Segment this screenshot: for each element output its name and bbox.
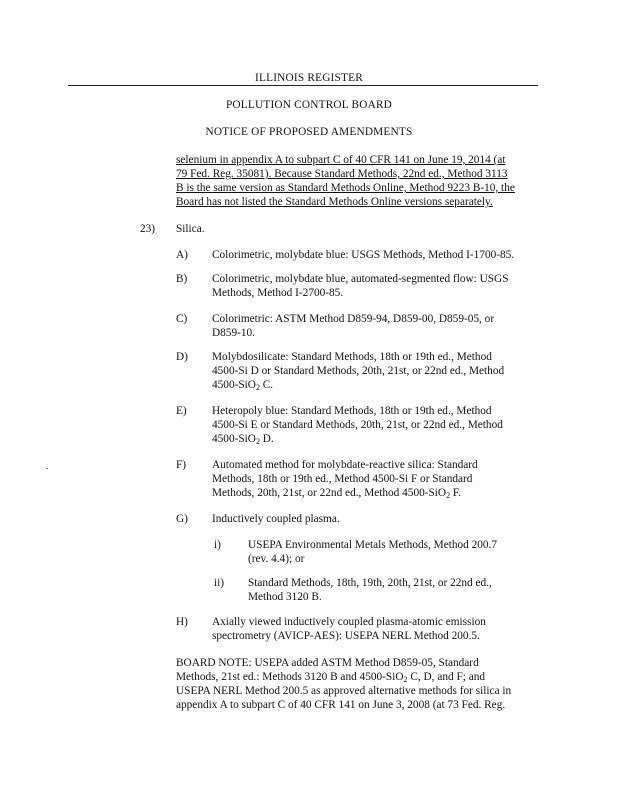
method-text: D859-10. bbox=[212, 327, 255, 339]
notice-title: NOTICE OF PROPOSED AMENDMENTS bbox=[205, 126, 413, 138]
method-label: F) bbox=[176, 459, 187, 471]
method-text: 4500-SiO$_2$ C. bbox=[212, 379, 274, 392]
board-note-line: BOARD NOTE: USEPA added ASTM Method D859-05, Standard bbox=[176, 657, 479, 669]
board-note-line: appendix A to subpart C of 40 CFR 141 on June 3, 2008 (at 73 Fed. Reg. bbox=[176, 699, 506, 711]
intro-line: Board has not listed the Standard Methods Online versions separately. bbox=[176, 196, 493, 208]
method-text: Molybdosilicate: Standard Methods, 18th or 19th ed., Method bbox=[212, 351, 492, 363]
sub-method-label: i) bbox=[214, 539, 221, 551]
method-label: E) bbox=[176, 405, 187, 417]
intro-line: 79 Fed. Reg. 35081). Because Standard Methods, 22nd ed., Method 3113 bbox=[176, 168, 508, 180]
sub-method-text: USEPA Environmental Metals Methods, Method 200.7 bbox=[248, 539, 498, 551]
method-text: Colorimetric: ASTM Method D859-94, D859-00, D859-05, or bbox=[212, 313, 495, 325]
board-note-line: Methods, 21st ed.: Methods 3120 B and 4500-SiO$_2$ C, D, and F; and bbox=[176, 671, 486, 684]
method-text: 4500-Si D or Standard Methods, 20th, 21st, or 22nd ed., Method bbox=[212, 365, 505, 377]
method-label: C) bbox=[176, 313, 188, 325]
intro-line: B is the same version as Standard Methods Online, Method 9223 B-10, the bbox=[176, 182, 515, 194]
method-text: Colorimetric, molybdate blue, automated-segmented flow: USGS bbox=[212, 273, 509, 285]
method-text: Colorimetric, molybdate blue: USGS Methods, Method I-1700-85. bbox=[212, 249, 515, 261]
method-text: Methods, Method I-2700-85. bbox=[212, 287, 344, 299]
method-text: Heteropoly blue: Standard Methods, 18th or 19th ed., Method bbox=[212, 405, 492, 417]
item-number: 23) bbox=[140, 223, 156, 235]
method-text: Methods, 18th or 19th ed., Method 4500-Si F or Standard bbox=[212, 473, 473, 485]
method-label: A) bbox=[176, 249, 188, 261]
method-label: H) bbox=[176, 616, 188, 628]
method-text: Methods, 20th, 21st, or 22nd ed., Method 4500-SiO$_2$ F. bbox=[212, 487, 462, 500]
method-text: 4500-SiO$_2$ D. bbox=[212, 433, 274, 446]
item-title: Silica. bbox=[176, 223, 205, 235]
method-text: Axially viewed inductively coupled plasma-atomic emission bbox=[212, 616, 486, 628]
board-title: POLLUTION CONTROL BOARD bbox=[225, 99, 393, 111]
sub-method-text: (rev. 4.4); or bbox=[248, 553, 305, 565]
method-text: Inductively coupled plasma. bbox=[212, 513, 340, 525]
sub-method-text: Standard Methods, 18th, 19th, 20th, 21st, or 22nd ed., bbox=[248, 577, 492, 589]
method-text: spectrometry (AVICP-AES): USEPA NERL Method 200.5. bbox=[212, 630, 480, 642]
method-label: G) bbox=[176, 513, 188, 525]
method-label: D) bbox=[176, 351, 188, 363]
method-label: B) bbox=[176, 273, 188, 285]
sub-method-label: ii) bbox=[214, 577, 225, 589]
scan-speck bbox=[46, 468, 48, 469]
register-title: ILLINOIS REGISTER bbox=[255, 72, 363, 84]
board-note-line: USEPA NERL Method 200.5 as approved alternative methods for silica in bbox=[176, 685, 512, 697]
intro-line: selenium in appendix A to subpart C of 40 CFR 141 on June 19, 2014 (at bbox=[176, 154, 506, 166]
sub-method-text: Method 3120 B. bbox=[248, 591, 322, 603]
method-text: Automated method for molybdate-reactive silica: Standard bbox=[212, 459, 478, 471]
method-text: 4500-Si E or Standard Methods, 20th, 21st, or 22nd ed., Method bbox=[212, 419, 503, 431]
